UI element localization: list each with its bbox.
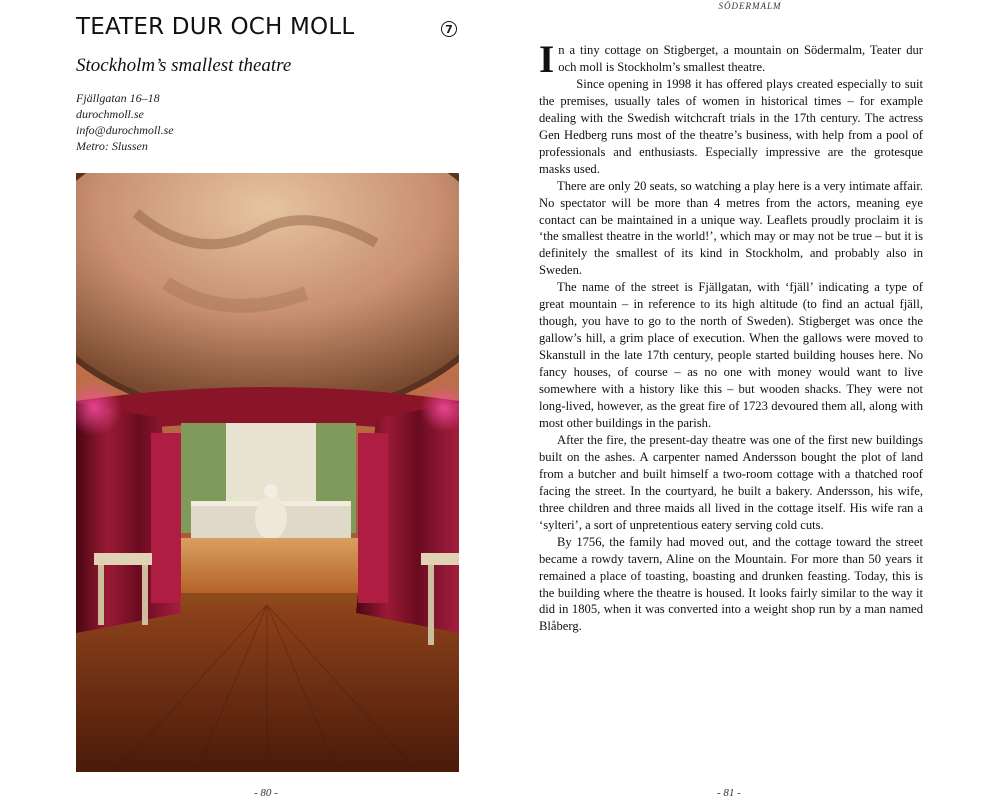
paragraph [539,38,923,81]
page-subtitle: Stockholm’s smallest theatre [76,55,292,76]
website-line: durochmoll.se [76,107,144,121]
page-number-left: - 80 - [254,787,278,799]
venue-info [76,90,174,154]
paragraph: By 1756, the family had moved out, and the cottage toward the street became a rowdy tavern, Aline on the Mountain. For more than 50 years it remained a place of toasting, boasting and drunken feasting. Today, this is the building where the theatre is housed. It looks fairly similar to the way it did in 1805, when it was converted into a weight shop run by a man named Blåberg. [539,534,923,634]
paragraph: The name of the street is Fjällgatan, with ‘fjäll’ indicating a type of great mountain – in reference to its high altitude (to find an actual fjäll, though, you have to go to the north of Sweden). Stigberget was once the gallow’s hill, a grim place of execution. When the gallows were moved to Skanstull in the late 17th century, people started building houses here. No fancy houses, of course – as no one with money would want to live somewhere with a history like this – but wooden shacks. They were not long-lived, however, as the great fire of 1723 devoured them all, along with most other buildings in the parish. [539,280,923,430]
theatre-photo-illustration [76,173,459,772]
article-body [539,38,923,635]
drop-cap: I [539,38,555,81]
paragraph: Since opening in 1998 it has offered plays created especially to suit the premises, usually tales of women in historical times – for example dealing with the Swedish witchcraft trials in the 17th century. The actress Gen Hedberg runs most of the theatre’s business, with help from a pool of professionals and enthusiasts. Especially impressive are the grotesque masks used. [539,76,923,176]
running-head: SÖDERMALM [718,1,782,11]
paragraph: After the fire, the present-day theatre was one of the first new buildings built on the ashes. A carpenter named Andersson bought the plot of land from a butcher and built himself a two-room cottage with a thatched roof facing the street. In the courtyard, he built a bakery. Andersson, his wife, three children and three maids all lived in the cottage itself. His wife ran a ‘sylteri’, a sort of unpretentious eatery serving cold cuts. [539,432,923,532]
metro-line: Metro: Slussen [76,139,148,153]
paragraph: There are only 20 seats, so watching a play here is a very intimate affair. No spectator will be more than 4 metres from the actors, meaning eye contact can be maintained in a unique way. Leaflets proudly proclaim it is ‘the smallest theatre in the world!’, which may or may not be true – but it is definitely the smallest of its kind in Stockholm, and probably also in Sweden. [539,178,923,278]
email-line: info@durochmoll.se [76,123,174,137]
page-number-right: - 81 - [717,787,741,799]
right-page [500,0,1000,800]
theatre-photo [76,173,459,772]
address-line: Fjällgatan 16–18 [76,91,160,105]
entry-number-badge: 7 [441,21,457,37]
paragraph-text: n a tiny cottage on Stigberget, a mountain on Södermalm, Teater dur och moll is Stockholm’s smallest theatre. [558,43,923,74]
page-title: TEATER DUR OCH MOLL [76,14,355,40]
